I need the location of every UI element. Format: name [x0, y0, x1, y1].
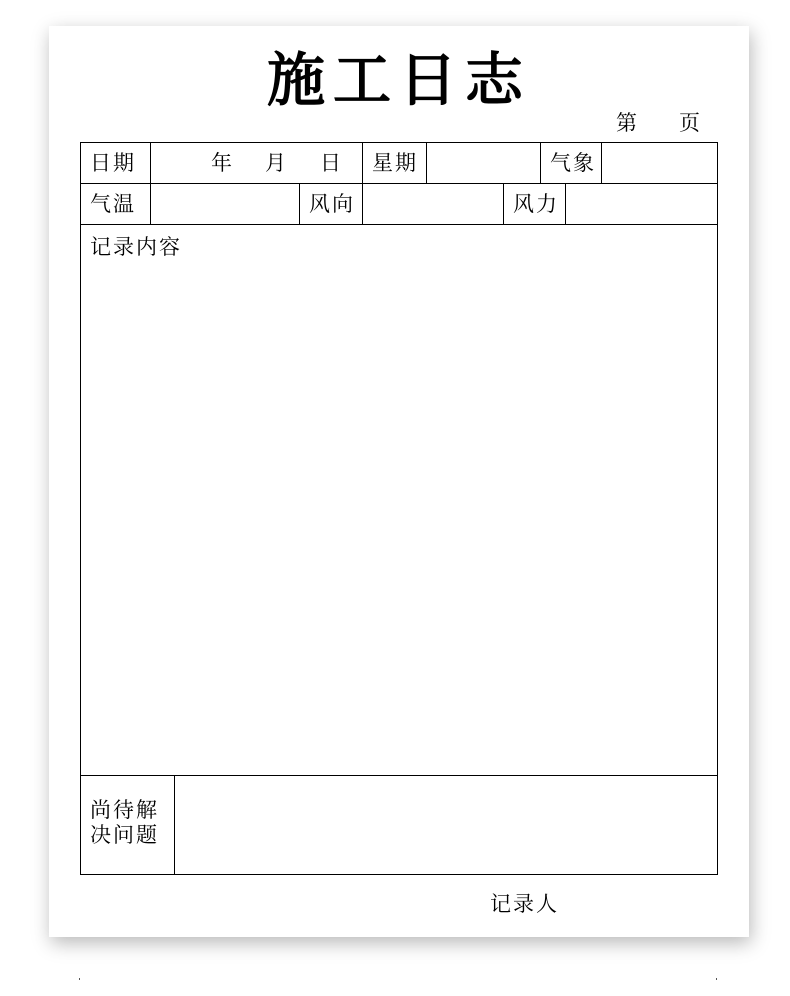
weather-label: 气象 [541, 143, 602, 183]
weather-field[interactable] [602, 143, 717, 183]
wind-force-label: 风力 [504, 184, 566, 224]
record-content-label: 记录内容 [90, 235, 182, 259]
weekday-field[interactable] [427, 143, 541, 183]
temperature-field[interactable] [151, 184, 300, 224]
date-field[interactable] [151, 143, 363, 183]
page-title: 施工日志 [266, 46, 531, 114]
row-date-weather [81, 143, 717, 184]
page-number [616, 110, 700, 136]
recorder-label: 记录人 [490, 892, 559, 916]
temperature-label: 气温 [81, 184, 151, 224]
pending-issues-row [81, 776, 717, 874]
year-label: 年 [211, 151, 232, 175]
month-label: 月 [265, 151, 286, 175]
crop-mark-right [716, 978, 717, 980]
wind-direction-label: 风向 [300, 184, 363, 224]
pending-issues-label-line2: 决问题 [90, 823, 159, 847]
pending-issues-label-line1: 尚待解 [90, 798, 159, 822]
pending-issues-label [81, 776, 175, 874]
wind-force-field[interactable] [566, 184, 717, 224]
row-temperature-wind [81, 184, 717, 225]
log-table [80, 142, 718, 875]
wind-direction-field[interactable] [363, 184, 504, 224]
log-sheet [49, 26, 749, 937]
weekday-label: 星期 [363, 143, 427, 183]
page-prefix: 第 [616, 111, 637, 135]
record-content-area[interactable] [81, 225, 717, 776]
date-label: 日期 [81, 143, 151, 183]
day-label: 日 [320, 151, 341, 175]
crop-mark-left [79, 978, 80, 980]
page-suffix: 页 [679, 111, 700, 135]
pending-issues-field[interactable] [175, 776, 717, 874]
